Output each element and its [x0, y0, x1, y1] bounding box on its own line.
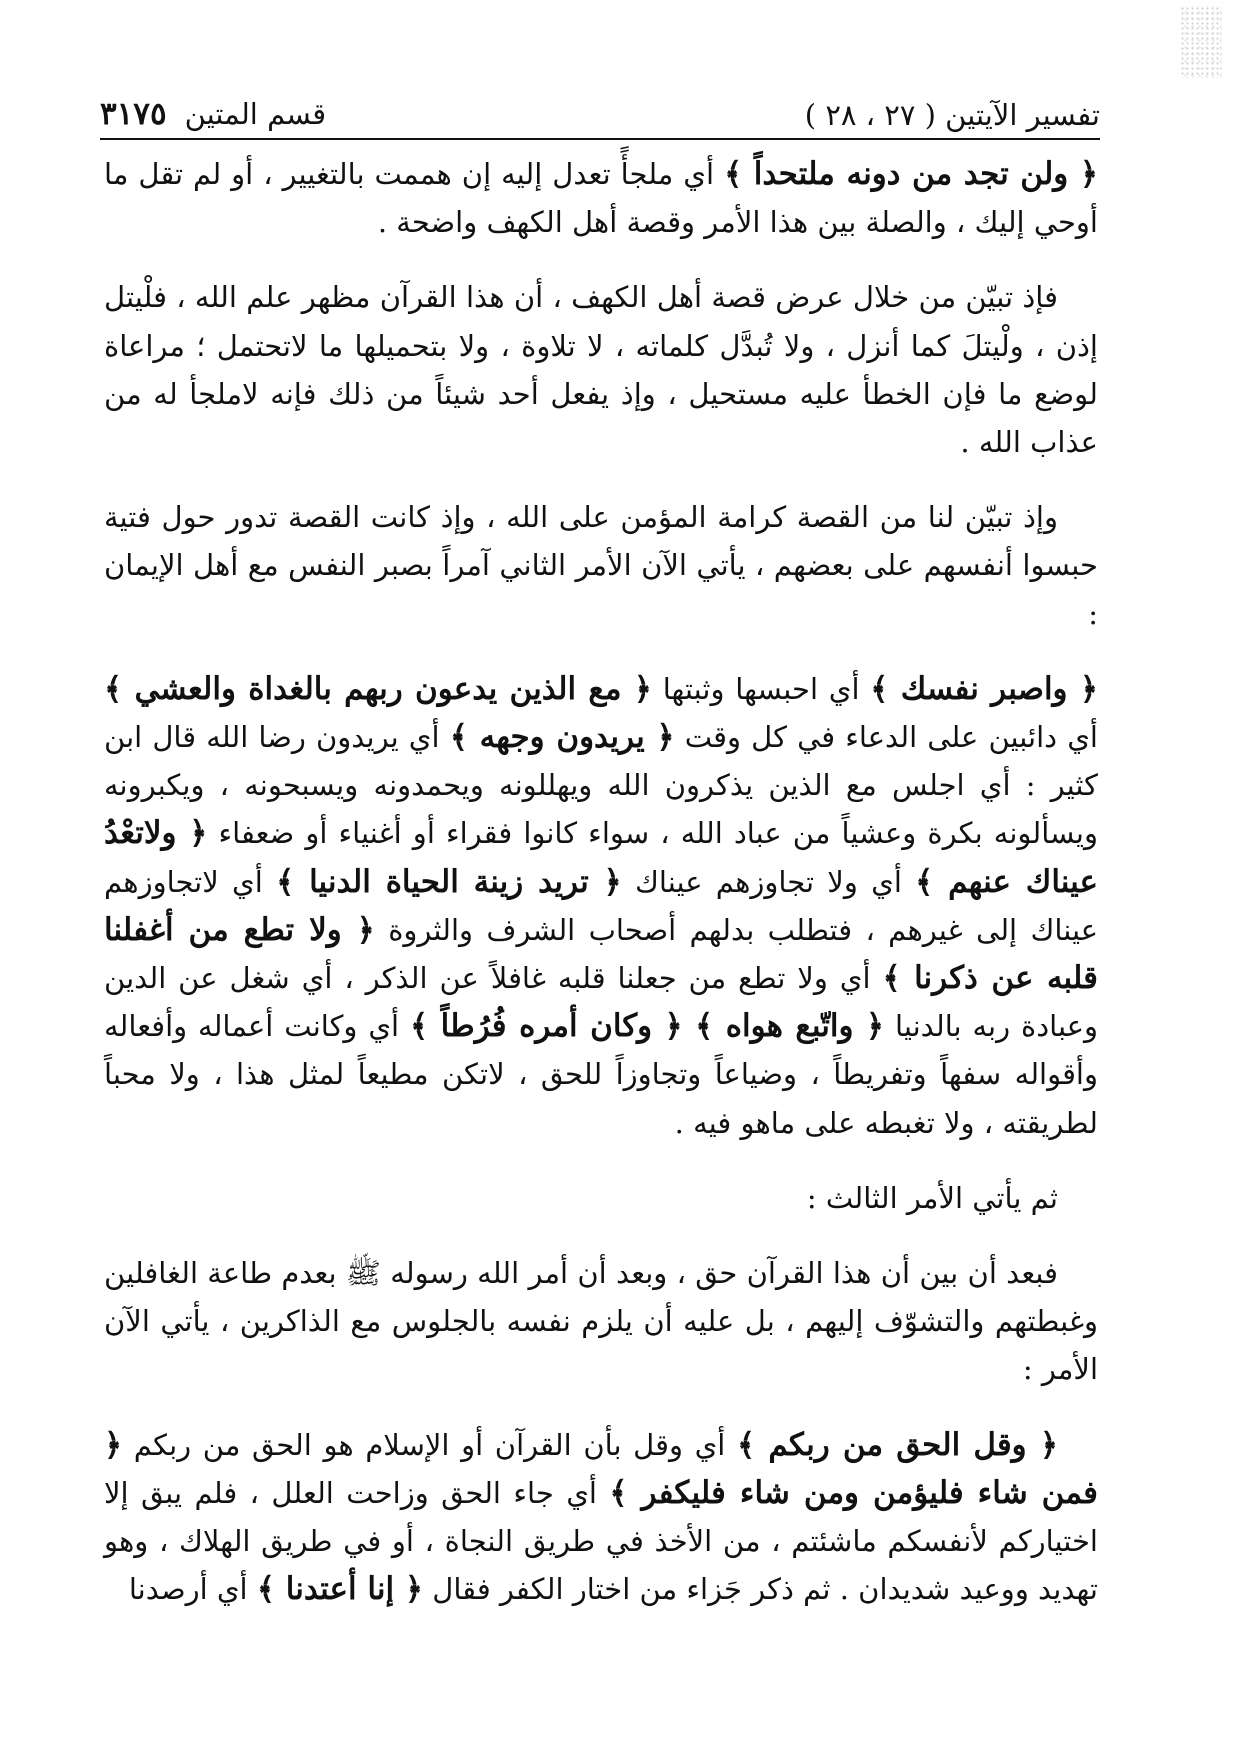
paragraph-5	[104, 1174, 1098, 1222]
commentary-text: أي وقل بأن القرآن أو الإسلام هو الحق من ربكم	[122, 1427, 737, 1462]
scan-noise-mark	[1180, 6, 1222, 78]
page-header	[100, 86, 1100, 140]
paragraph-4	[104, 665, 1098, 1147]
commentary-text: أي جاء الحق وزاحت العلل ، فلم يبق إلا اختياركم لأنفسكم ماشئتم ، من الأخذ في طريق النجاة ، أو في طريق الهلاك ، وهو تهديد ووعيد شديدان . ثم ذكر جَزاء من اختار الكفر فقال	[104, 1475, 1098, 1607]
verse-quote: ﴿ فمن شاء فليؤمن ومن شاء فليكفر ﴾	[104, 1426, 1099, 1511]
paragraph-3	[104, 493, 1098, 638]
header-left-group	[100, 96, 326, 132]
commentary-text: فإذ تبيّن من خلال عرض قصة أهل الكهف ، أن هذا القرآن مظهر علم الله ، فلْيتل إذن ، ولْيتلَ كما أنزل ، ولا تُبدَّل كلماته ، لا تلاوة ، ولا بتحميلها ما لاتحتمل ؛ مراعاة لوضع ما فإن الخطأ عليه مستحيل ، وإذ يفعل أحد شيئاً من ذلك فإنه لاملجأ له من عذاب الله .	[104, 280, 1098, 460]
commentary-text: أي يريدون رضا الله قال ابن كثير : أي اجلس مع الذين يذكرون الله ويهللونه ويحمدونه ويسبحونه ، ويكبرونه ويسألونه بكرة وعشياً من عباد الله ، سواء كانوا فقراء أو أغنياء أو ضعفاء	[104, 720, 1098, 851]
verse-quote: ﴿ واتّبع هواه ﴾ ﴿ وكان أمره فُرُطاً ﴾	[409, 1008, 885, 1045]
verse-quote: ﴿ وقل الحق من ربكم ﴾	[736, 1426, 1058, 1463]
commentary-text: وإذ تبيّن لنا من القصة كرامة المؤمن على الله ، وإذ كانت القصة تدور حول فتية حبسوا أنفسهم على بعضهم ، يأتي الآن الأمر الثاني آمراً بصبر النفس مع أهل الإيمان :	[104, 500, 1098, 631]
verse-quote: ﴿ يريدون وجهه ﴾	[449, 719, 675, 756]
verse-quote: ﴿ ولن تجد من دونه ملتحداً ﴾	[724, 156, 1098, 192]
page-body	[104, 150, 1098, 1640]
commentary-text: فبعد أن بين أن هذا القرآن حق ، وبعد أن أمر الله رسوله ﷺ بعدم طاعة الغافلين وغبطتهم والتشوّف إليهم ، بل عليه أن يلزم نفسه بالجلوس مع الذاكرين ، يأتي الآن الأمر :	[104, 1256, 1098, 1387]
commentary-text: أي ولا تطع من جعلنا قلبه غافلاً عن الذكر ، أي شغل عن الدين وعبادة ربه بالدنيا	[104, 961, 1099, 1044]
commentary-text: أي لاتجاوزهم عيناك إلى غيرهم ، فتطلب بدلهم أصحاب الشرف والثروة	[104, 864, 1099, 947]
verse-quote: ﴿ واصبر نفسك ﴾	[870, 670, 1099, 707]
paragraph-2	[104, 273, 1098, 466]
commentary-text: أي ولا تجاوزهم عيناك	[621, 864, 916, 899]
commentary-text: ثم يأتي الأمر الثالث :	[806, 1180, 1058, 1215]
section-name: قسم المتين	[184, 97, 327, 131]
commentary-text: أي دائبين على الدعاء في كل وقت	[674, 720, 1098, 755]
verse-quote: ﴿ تريد زينة الحياة الدنيا ﴾	[276, 863, 622, 900]
commentary-text: أي احبسها وثبتها	[651, 671, 871, 706]
running-title: تفسير الآيتين ( ٢٧ ، ٢٨ )	[804, 98, 1100, 132]
commentary-text: أي وكانت أعماله وأفعاله وأقواله سفهاً وتفريطاً ، وضياعاً وتجاوزاً للحق ، لاتكن مطيعاً لمثل هذا ، ولا محباً لطريقته ، ولا تغبطه على ماهو فيه .	[104, 1009, 1098, 1140]
commentary-text: أي أرصدنا	[128, 1572, 257, 1607]
paragraph-6	[104, 1249, 1098, 1394]
paragraph-1	[104, 150, 1098, 246]
verse-quote: ﴿ مع الذين يدعون ربهم بالغداة والعشي ﴾	[104, 670, 652, 707]
page-number: ٣١٧٥	[100, 96, 167, 132]
verse-quote: ﴿ ولا تطع من أغفلنا قلبه عن ذكرنا ﴾	[104, 911, 1098, 997]
verse-quote: ﴿ ولاتعْدُ عيناك عنهم ﴾	[104, 815, 1098, 900]
paragraph-7	[104, 1421, 1098, 1614]
commentary-text: أي ملجأً تعدل إليه إن هممت بالتغيير ، أو لم تقل ما أوحي إليك ، والصلة بين هذا الأمر وقصة أهل الكهف واضحة .	[104, 157, 1098, 240]
verse-quote: ﴿ إنا أعتدنا ﴾	[256, 1571, 424, 1608]
